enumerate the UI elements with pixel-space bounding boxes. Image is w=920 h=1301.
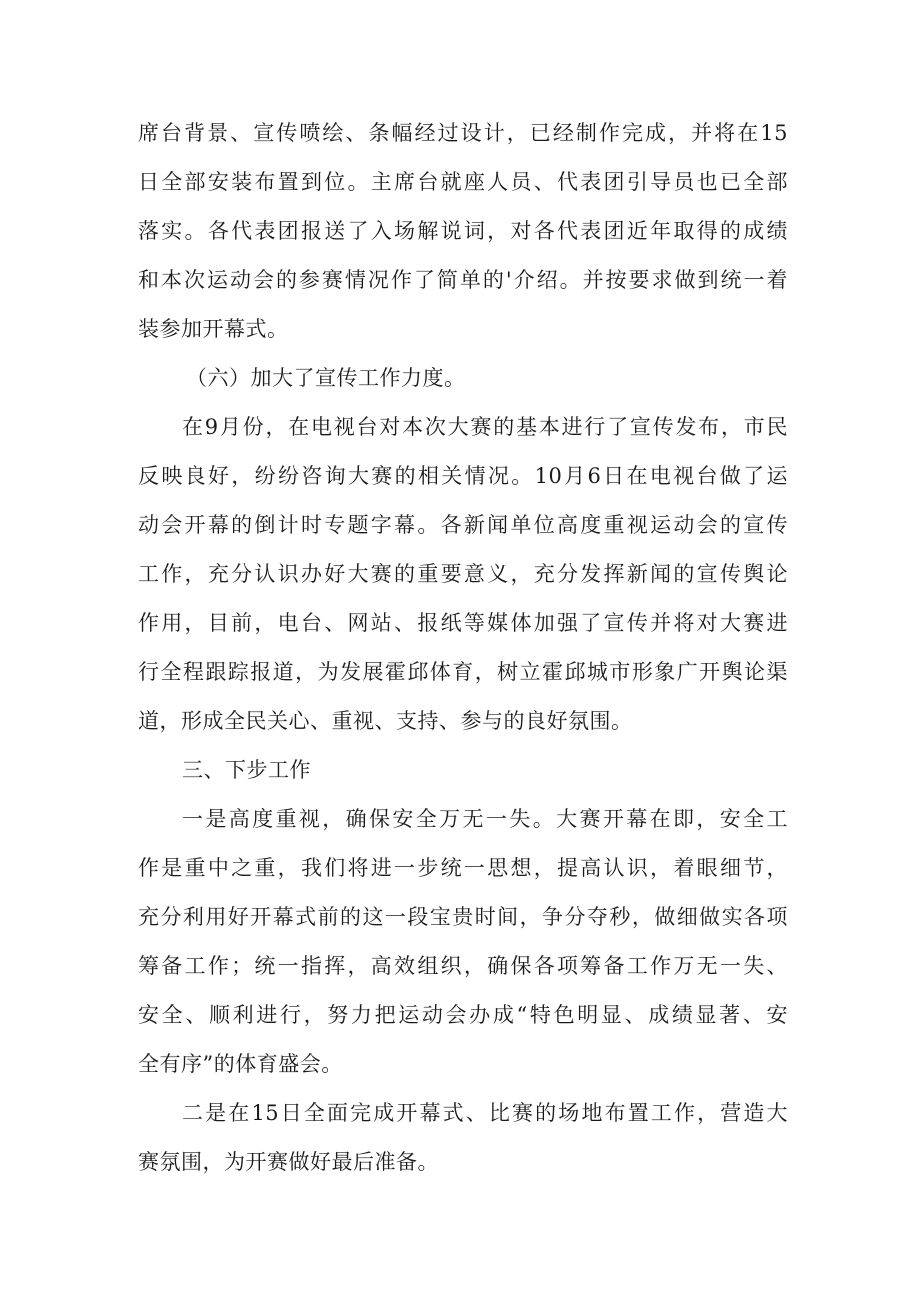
paragraph-5 (138, 798, 788, 1092)
section-heading: 三、下步工作 (182, 758, 311, 782)
text-line: 和本次运动会的参赛情况作了简单的'介绍。并按要求做到统一着 (138, 268, 788, 292)
text-line: 一是高度重视，确保安全万无一失。大赛开幕在即，安全工 (182, 807, 788, 831)
paragraph-6 (138, 1092, 788, 1190)
text-line: 安全、顺利进行，努力把运动会办成“特色明显、成绩显著、安 (138, 1003, 788, 1027)
text-line: 席台背景、宣传喷绘、条幅经过设计，已经制作完成，并将在15 (138, 121, 788, 145)
text-line: 充分利用好开幕式前的这一段宝贵时间，争分夺秒，做细做实各项 (138, 905, 788, 929)
document-body (138, 112, 788, 1190)
text-line: 作用，目前，电台、网站、报纸等媒体加强了宣传并将对大赛进 (138, 611, 788, 635)
text-line: 在9月份，在电视台对本次大赛的基本进行了宣传发布，市民 (182, 415, 788, 439)
text-line: 筹备工作；统一指挥，高效组织，确保各项筹备工作万无一失、 (138, 954, 788, 978)
text-line: 落实。各代表团报送了入场解说词，对各代表团近年取得的成绩 (138, 219, 788, 243)
paragraph-2-heading (138, 357, 788, 406)
text-line: 动会开幕的倒计时专题字幕。各新闻单位高度重视运动会的宣传 (138, 513, 788, 537)
paragraph-4-heading (138, 749, 788, 798)
text-line: 二是在15日全面完成开幕式、比赛的场地布置工作，营造大 (182, 1101, 788, 1125)
text-line: 工作，充分认识办好大赛的重要意义，充分发挥新闻的宣传舆论 (138, 562, 788, 586)
text-line: 反映良好，纷纷咨询大赛的相关情况。10月6日在电视台做了运 (138, 464, 788, 488)
text-line: 作是重中之重，我们将进一步统一思想，提高认识，着眼细节， (138, 856, 788, 880)
paragraph-1 (138, 112, 788, 357)
text-line: 装参加开幕式。 (138, 317, 289, 341)
paragraph-3 (138, 406, 788, 749)
text-line: 全有序”的体育盛会。 (138, 1052, 343, 1076)
text-line: 道，形成全民关心、重视、支持、参与的良好氛围。 (138, 709, 633, 733)
text-line: 日全部安装布置到位。主席台就座人员、代表团引导员也已全部 (138, 170, 788, 194)
section-subheading: （六）加大了宣传工作力度。 (186, 366, 466, 390)
text-line: 行全程跟踪报道，为发展霍邱体育，树立霍邱城市形象广开舆论渠 (138, 660, 788, 684)
text-line: 赛氛围，为开赛做好最后准备。 (138, 1150, 439, 1174)
